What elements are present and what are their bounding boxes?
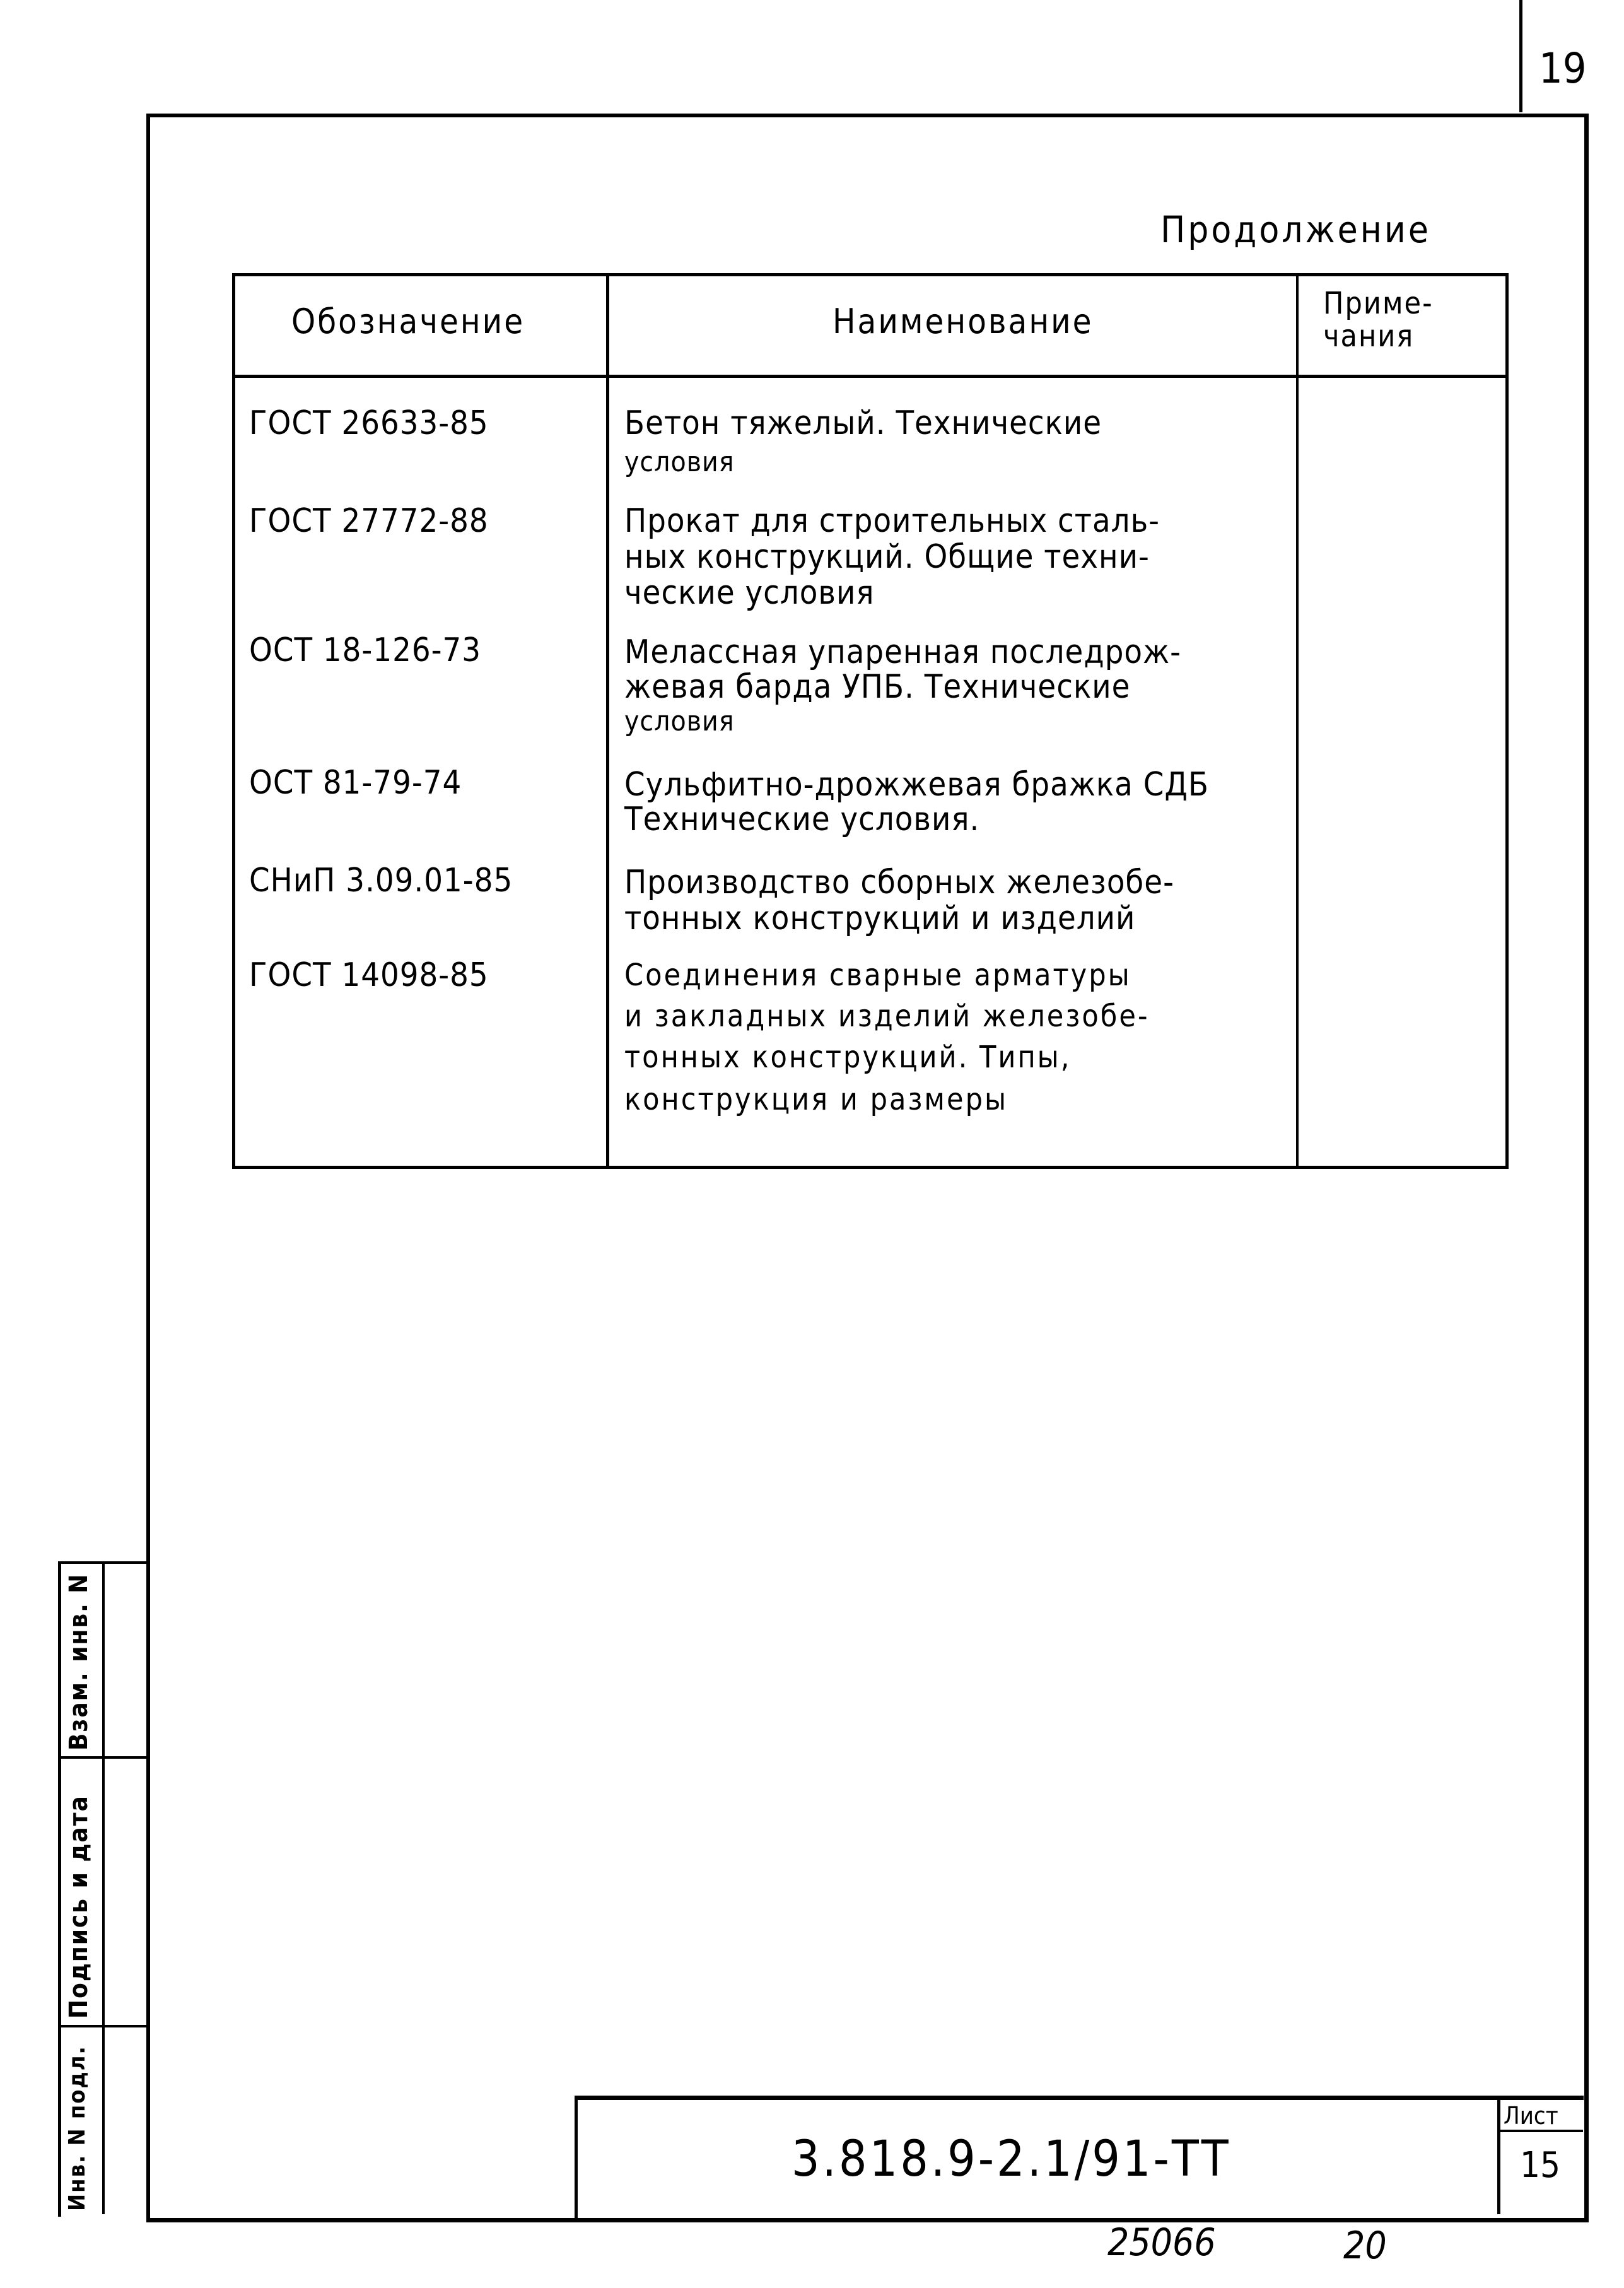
header-designation: Обозначение bbox=[291, 302, 525, 341]
header-notes: Приме- чания bbox=[1323, 286, 1434, 354]
table-header-divider bbox=[232, 375, 1509, 378]
row-6-name-line-4: конструкция и размеры bbox=[624, 1082, 1008, 1117]
header-name: Наименование bbox=[832, 302, 1094, 341]
row-2-name-line-3: ческие условия bbox=[624, 574, 875, 612]
row-6-designation: ГОСТ 14098-85 bbox=[249, 956, 489, 994]
side-stamp-inv-orig: Инв. N подл. bbox=[64, 2045, 90, 2211]
row-5-designation: СНиП 3.09.01-85 bbox=[249, 862, 513, 900]
row-4-name-line-2: Технические условия. bbox=[624, 801, 980, 838]
row-6-name-line-2: и закладных изделий железобе- bbox=[624, 999, 1150, 1034]
row-3-designation: ОСТ 18-126-73 bbox=[249, 631, 481, 669]
side-stamp-signature-date: Подпись и дата bbox=[64, 1795, 93, 2019]
row-6-name-line-3: тонных конструкций. Типы, bbox=[624, 1040, 1072, 1075]
row-5-name-line-1: Производство сборных железобе- bbox=[624, 864, 1174, 901]
sheet-number: 15 bbox=[1520, 2145, 1561, 2186]
row-2-designation: ГОСТ 27772-88 bbox=[249, 502, 489, 540]
row-4-designation: ОСТ 81-79-74 bbox=[249, 764, 462, 802]
row-3-name-line-3: условия bbox=[624, 705, 735, 737]
row-2-name-line-1: Прокат для строительных сталь- bbox=[624, 502, 1160, 540]
archive-number: 25066 bbox=[1107, 2221, 1216, 2265]
title-block-sheet-label-divider bbox=[1497, 2130, 1583, 2132]
side-stamp-replace-inv: Взам. инв. N bbox=[64, 1573, 93, 1751]
row-2-name-line-2: ных конструкций. Общие техни- bbox=[624, 538, 1150, 576]
page-number: 19 bbox=[1539, 44, 1587, 93]
row-4-name-line-1: Сульфитно-дрожжевая бражка СДБ bbox=[624, 766, 1210, 804]
row-5-name-line-2: тонных конструкций и изделий bbox=[624, 900, 1136, 937]
sheet-label: Лист bbox=[1504, 2102, 1558, 2130]
side-stamp-inner-divider bbox=[102, 1561, 105, 2214]
side-stamp-divider-2 bbox=[58, 2025, 146, 2027]
table-col-divider-2 bbox=[1296, 273, 1299, 1169]
title-block-sheet-divider bbox=[1497, 2096, 1500, 2214]
row-3-name-line-2: жевая барда УПБ. Технические bbox=[624, 668, 1131, 706]
continuation-label: Продолжение bbox=[1160, 208, 1431, 251]
document-code: 3.818.9-2.1/91-ТТ bbox=[792, 2131, 1231, 2188]
row-1-name-line-1: Бетон тяжелый. Технические bbox=[624, 404, 1102, 442]
row-1-designation: ГОСТ 26633-85 bbox=[249, 404, 489, 442]
row-1-name-line-2: условия bbox=[624, 446, 735, 478]
footer-page: 20 bbox=[1343, 2224, 1387, 2268]
row-6-name-line-1: Соединения сварные арматуры bbox=[624, 958, 1131, 993]
page-number-divider bbox=[1519, 0, 1522, 112]
table-col-divider-1 bbox=[606, 273, 609, 1169]
side-stamp-divider-1 bbox=[58, 1756, 146, 1759]
row-3-name-line-1: Мелассная упаренная последрож- bbox=[624, 633, 1182, 671]
